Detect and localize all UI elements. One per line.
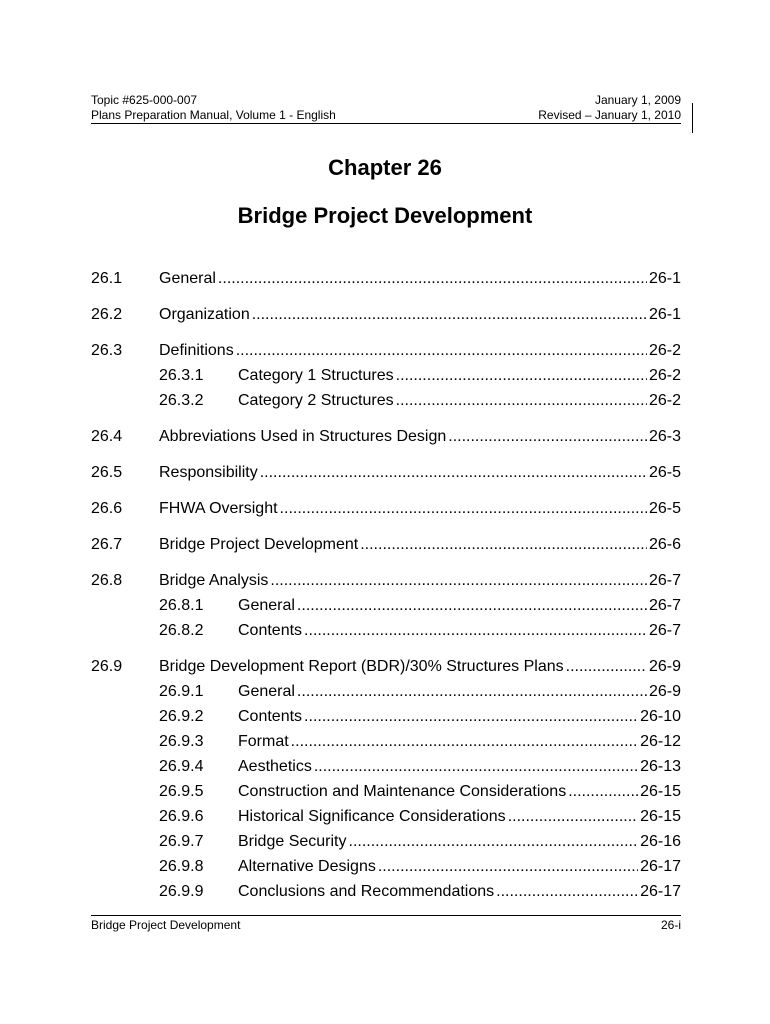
toc-page-number: 26-7 <box>648 622 681 639</box>
toc-section-title: Construction and Maintenance Considerations <box>238 783 567 800</box>
toc-section-title: Format <box>238 733 289 750</box>
toc-section-title: FHWA Oversight <box>159 500 278 517</box>
toc-section-number: 26.3.1 <box>159 367 204 384</box>
manual-name: Plans Preparation Manual, Volume 1 - English <box>91 108 336 122</box>
footer-page-number: 26-i <box>660 918 681 932</box>
toc-page-number: 26-17 <box>640 883 681 900</box>
toc-dot-leader <box>297 595 647 617</box>
toc-dot-leader <box>260 462 647 484</box>
page-header-bottom <box>91 108 681 124</box>
toc-page-number: 26-3 <box>648 428 681 445</box>
toc-dot-leader <box>304 620 647 642</box>
toc-section-title: Definitions <box>159 342 234 359</box>
toc-section-number: 26.6 <box>91 500 123 517</box>
toc-section-title: Category 1 Structures <box>238 367 394 384</box>
toc-section-title: Organization <box>159 306 250 323</box>
toc-page-number: 26-2 <box>648 392 681 409</box>
toc-dot-leader <box>218 268 647 290</box>
footer-chapter-title: Bridge Project Development <box>91 918 241 932</box>
toc-section-number: 26.9.8 <box>159 858 204 875</box>
chapter-title: Bridge Project Development <box>237 203 533 228</box>
toc-page-number: 26-9 <box>648 683 681 700</box>
toc-dot-leader <box>508 806 638 828</box>
toc-section-number: 26.1 <box>91 270 123 287</box>
toc-section-title: Bridge Project Development <box>159 536 359 553</box>
toc-dot-leader <box>496 881 638 903</box>
toc-section-number: 26.9.2 <box>159 708 204 725</box>
toc-section-number: 26.8.1 <box>159 597 204 614</box>
toc-section-title: General <box>238 683 295 700</box>
toc-dot-leader <box>566 656 647 678</box>
toc-section-number: 26.8.2 <box>159 622 204 639</box>
toc-section-number: 26.9.7 <box>159 833 204 850</box>
page-header-top <box>91 93 681 108</box>
toc-dot-leader <box>236 340 647 362</box>
toc-page-number: 26-2 <box>648 342 681 359</box>
toc-page-number: 26-10 <box>640 708 681 725</box>
toc-section-number: 26.9.9 <box>159 883 204 900</box>
table-of-contents <box>91 268 681 906</box>
toc-dot-leader <box>360 534 647 556</box>
toc-entry[interactable] <box>91 340 681 365</box>
toc-entry[interactable] <box>91 534 681 559</box>
toc-section-title: Abbreviations Used in Structures Design <box>159 428 447 445</box>
toc-section-number: 26.7 <box>91 536 123 553</box>
revision-bar <box>692 103 693 133</box>
toc-section-title: Aesthetics <box>238 758 312 775</box>
toc-section-title: Responsibility <box>159 464 258 481</box>
toc-entry[interactable] <box>91 365 681 390</box>
toc-dot-leader <box>378 856 638 878</box>
toc-section-number: 26.5 <box>91 464 123 481</box>
toc-entry[interactable] <box>91 731 681 756</box>
chapter-number: Chapter 26 <box>328 155 442 180</box>
toc-page-number: 26-1 <box>648 270 681 287</box>
toc-dot-leader <box>314 756 638 778</box>
toc-entry[interactable] <box>91 304 681 329</box>
issue-date: January 1, 2009 <box>594 93 681 107</box>
topic-number: Topic #625-000-007 <box>91 93 198 107</box>
toc-page-number: 26-15 <box>640 808 681 825</box>
toc-entry[interactable] <box>91 681 681 706</box>
toc-section-number: 26.4 <box>91 428 123 445</box>
toc-dot-leader <box>396 365 647 387</box>
toc-dot-leader <box>252 304 647 326</box>
toc-entry[interactable] <box>91 706 681 731</box>
toc-page-number: 26-15 <box>640 783 681 800</box>
toc-page-number: 26-13 <box>640 758 681 775</box>
toc-page-number: 26-5 <box>648 464 681 481</box>
toc-entry[interactable] <box>91 426 681 451</box>
toc-page-number: 26-6 <box>648 536 681 553</box>
toc-page-number: 26-5 <box>648 500 681 517</box>
toc-entry[interactable] <box>91 881 681 906</box>
toc-entry[interactable] <box>91 570 681 595</box>
toc-section-number: 26.3 <box>91 342 123 359</box>
revision-date: Revised – January 1, 2010 <box>538 108 681 122</box>
toc-section-number: 26.9 <box>91 658 123 675</box>
toc-entry[interactable] <box>91 781 681 806</box>
toc-section-number: 26.2 <box>91 306 123 323</box>
toc-section-number: 26.9.5 <box>159 783 204 800</box>
toc-section-title: Category 2 Structures <box>238 392 394 409</box>
toc-page-number: 26-7 <box>648 572 681 589</box>
toc-section-number: 26.8 <box>91 572 123 589</box>
toc-page-number: 26-7 <box>648 597 681 614</box>
toc-dot-leader <box>297 681 647 703</box>
toc-page-number: 26-12 <box>640 733 681 750</box>
toc-dot-leader <box>270 570 647 592</box>
toc-page-number: 26-17 <box>640 858 681 875</box>
toc-section-title: General <box>238 597 295 614</box>
toc-section-number: 26.9.4 <box>159 758 204 775</box>
toc-dot-leader <box>291 731 638 753</box>
toc-entry[interactable] <box>91 656 681 681</box>
toc-entry[interactable] <box>91 831 681 856</box>
toc-section-title: Bridge Development Report (BDR)/30% Structures Plans <box>159 658 564 675</box>
toc-dot-leader <box>448 426 647 448</box>
toc-page-number: 26-9 <box>648 658 681 675</box>
toc-section-title: General <box>159 270 216 287</box>
toc-entry[interactable] <box>91 390 681 415</box>
toc-section-number: 26.9.3 <box>159 733 204 750</box>
toc-page-number: 26-2 <box>648 367 681 384</box>
toc-entry[interactable] <box>91 856 681 881</box>
toc-page-number: 26-16 <box>640 833 681 850</box>
toc-section-title: Alternative Designs <box>238 858 376 875</box>
toc-dot-leader <box>280 498 647 520</box>
toc-dot-leader <box>349 831 639 853</box>
toc-section-title: Bridge Analysis <box>159 572 269 589</box>
toc-entry[interactable] <box>91 268 681 293</box>
toc-section-number: 26.9.6 <box>159 808 204 825</box>
toc-section-number: 26.3.2 <box>159 392 204 409</box>
toc-dot-leader <box>568 781 638 803</box>
toc-entry[interactable] <box>91 498 681 523</box>
toc-section-title: Bridge Security <box>238 833 347 850</box>
toc-section-number: 26.9.1 <box>159 683 204 700</box>
toc-entry[interactable] <box>91 806 681 831</box>
toc-page-number: 26-1 <box>648 306 681 323</box>
toc-entry[interactable] <box>91 620 681 645</box>
toc-section-title: Contents <box>238 708 303 725</box>
toc-section-title: Historical Significance Considerations <box>238 808 506 825</box>
toc-section-title: Conclusions and Recommendations <box>238 883 495 900</box>
toc-entry[interactable] <box>91 595 681 620</box>
toc-entry[interactable] <box>91 462 681 487</box>
page-footer <box>91 915 681 933</box>
toc-entry[interactable] <box>91 756 681 781</box>
toc-section-title: Contents <box>238 622 303 639</box>
toc-dot-leader <box>396 390 647 412</box>
toc-dot-leader <box>304 706 638 728</box>
